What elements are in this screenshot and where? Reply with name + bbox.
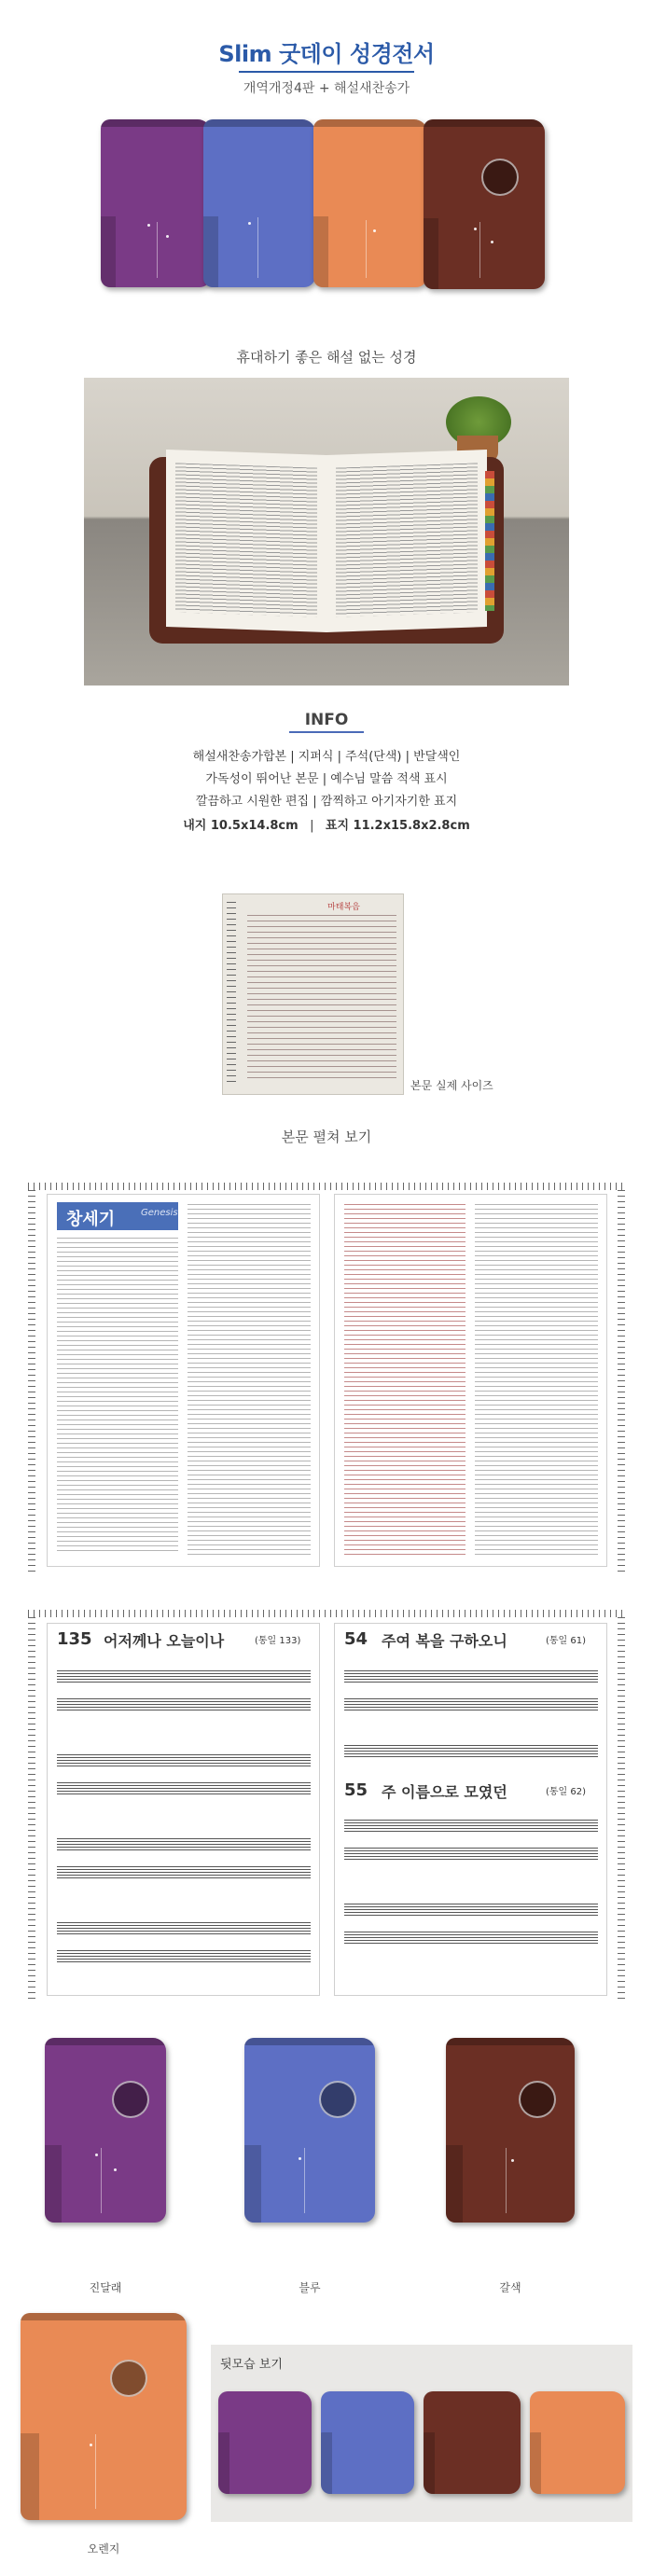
back-blue bbox=[321, 2391, 414, 2494]
genesis-title: 창세기 bbox=[66, 1210, 116, 1229]
hymn-135-number: 135 bbox=[57, 1629, 92, 1649]
left-page bbox=[166, 450, 326, 632]
hymn-135-ref: (통일 133) bbox=[255, 1636, 301, 1646]
page-subtitle: 개역개정4판 + 해설새찬송가 bbox=[243, 81, 410, 96]
size-cover: 표지 11.2x15.8x2.8cm bbox=[325, 819, 470, 833]
info-line-2: 가독성이 뛰어난 본문 | 예수님 말씀 적색 표시 bbox=[205, 772, 448, 786]
vertical-ruler bbox=[227, 902, 236, 1085]
hymn-54-ref: (통일 61) bbox=[546, 1636, 587, 1646]
hymn-54-title: 주여 복을 구하오니 bbox=[382, 1632, 507, 1650]
hymn-page-left bbox=[47, 1623, 320, 1996]
genesis-col-2 bbox=[188, 1204, 311, 1555]
back-view-panel bbox=[211, 2345, 632, 2522]
variant-purple bbox=[45, 2038, 166, 2223]
hymn-55-number: 55 bbox=[344, 1780, 368, 1800]
hymn-page-right bbox=[334, 1623, 607, 1996]
hymn-55-title: 주 이름으로 모였던 bbox=[382, 1783, 507, 1801]
genesis-page bbox=[47, 1194, 320, 1567]
matthew-col-1 bbox=[344, 1204, 465, 1555]
scale-caption: 본문 실제 사이즈 bbox=[410, 1079, 493, 1092]
left-ruler bbox=[28, 1190, 35, 1572]
back-brown bbox=[424, 2391, 521, 2494]
hymn-top-ruler bbox=[28, 1610, 625, 1617]
genesis-col-1 bbox=[57, 1238, 178, 1555]
variant-orange bbox=[21, 2313, 187, 2520]
title-badge-icon bbox=[110, 2360, 147, 2397]
size-separator: | bbox=[310, 819, 314, 833]
variant-brown bbox=[446, 2038, 575, 2223]
back-view-heading: 뒷모습 보기 bbox=[220, 2358, 283, 2372]
variant-orange-label: 오렌지 bbox=[87, 2542, 120, 2555]
hymn-55-ref: (통일 62) bbox=[546, 1787, 587, 1797]
spread-heading: 본문 펼쳐 보기 bbox=[281, 1129, 372, 1145]
matthew-col-2 bbox=[475, 1204, 598, 1555]
title-badge-icon bbox=[519, 2081, 556, 2118]
right-ruler bbox=[618, 1190, 625, 1572]
genesis-en: Genesis bbox=[141, 1208, 178, 1218]
info-underline bbox=[289, 731, 364, 733]
matthew-page bbox=[334, 1194, 607, 1567]
back-orange bbox=[530, 2391, 625, 2494]
info-heading: INFO bbox=[304, 711, 349, 729]
hymn-left-ruler bbox=[28, 1617, 35, 2003]
hymn-135-title: 어저께나 오늘이나 bbox=[104, 1632, 225, 1650]
cover-orange bbox=[313, 119, 427, 287]
sample-text-lines bbox=[247, 915, 396, 1083]
title-badge-icon bbox=[481, 159, 519, 196]
info-line-1: 해설새찬송가합본 | 지퍼식 | 주석(단색) | 반달색인 bbox=[192, 750, 461, 764]
index-tabs bbox=[485, 471, 494, 611]
title-badge-icon bbox=[112, 2081, 149, 2118]
right-page bbox=[326, 450, 487, 632]
size-line bbox=[0, 815, 653, 833]
top-ruler bbox=[28, 1183, 625, 1190]
variant-purple-label: 진달래 bbox=[89, 2281, 122, 2294]
info-line-3: 깔끔하고 시원한 편집 | 깜찍하고 아기자기한 표지 bbox=[195, 795, 458, 809]
cover-blue bbox=[203, 119, 315, 287]
size-inner: 내지 10.5x14.8cm bbox=[183, 819, 299, 833]
cover-purple bbox=[101, 119, 211, 287]
portable-heading: 휴대하기 좋은 해설 없는 성경 bbox=[236, 349, 417, 366]
open-bible-photo bbox=[84, 378, 569, 686]
hymn-54-number: 54 bbox=[344, 1629, 368, 1649]
page-title: Slim 굿데이 성경전서 bbox=[218, 41, 435, 67]
actual-size-sample bbox=[222, 893, 404, 1095]
hymn-right-ruler bbox=[618, 1617, 625, 2003]
cover-brown bbox=[424, 119, 545, 289]
back-purple bbox=[218, 2391, 312, 2494]
title-underline bbox=[239, 71, 414, 73]
title-badge-icon bbox=[319, 2081, 356, 2118]
scale-header: 마태복음 bbox=[327, 903, 360, 912]
variant-brown-label: 갈색 bbox=[499, 2281, 521, 2294]
variant-blue-label: 블루 bbox=[299, 2281, 321, 2294]
variant-blue bbox=[244, 2038, 375, 2223]
